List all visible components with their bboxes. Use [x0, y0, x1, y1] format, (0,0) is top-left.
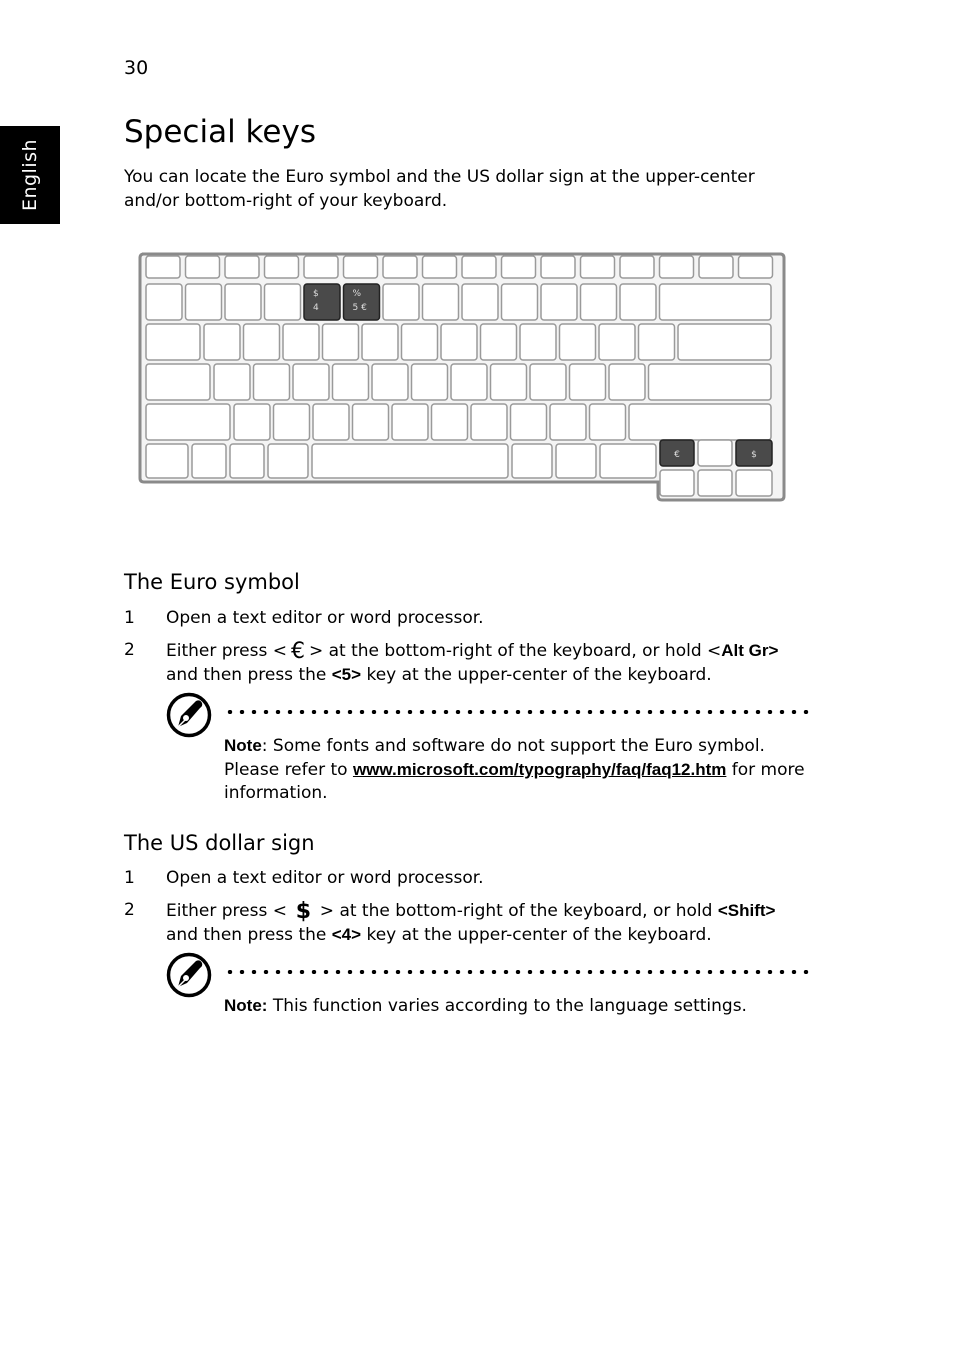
fn-key	[462, 256, 496, 278]
letter-key	[451, 364, 487, 400]
ctrl-right-key	[600, 444, 656, 478]
menu-key	[556, 444, 596, 478]
five-key: <5>	[331, 665, 362, 684]
step-number: 1	[124, 608, 135, 628]
letter-key	[244, 324, 280, 360]
step-text-start: Either press <	[166, 641, 287, 661]
space-key	[312, 444, 508, 478]
note-pen-icon	[166, 692, 212, 738]
letter-key	[313, 404, 349, 440]
key-5-label: %	[352, 289, 362, 299]
letter-key	[214, 364, 250, 400]
letter-key	[441, 324, 477, 360]
backslash-key	[678, 324, 771, 360]
letter-key	[599, 324, 635, 360]
step-number: 2	[124, 640, 135, 660]
number-key	[462, 284, 498, 320]
letter-key	[293, 364, 329, 400]
language-side-tab	[0, 126, 60, 224]
euro-section-title: The Euro symbol	[124, 570, 300, 594]
fn-key	[383, 256, 417, 278]
step-text: Open a text editor or word processor.	[166, 868, 484, 888]
win-key	[230, 444, 264, 478]
down-arrow-key	[698, 470, 732, 496]
letter-key	[432, 404, 468, 440]
fn-mod-key	[192, 444, 226, 478]
step-text-middle: > at the bottom-right of the keyboard, or hold <	[308, 641, 722, 661]
letter-key	[234, 404, 270, 440]
number-key	[186, 284, 222, 320]
euro-key-label: €	[674, 450, 680, 460]
microsoft-faq-link[interactable]: www.microsoft.com/typography/faq/faq12.htm	[352, 760, 727, 779]
key-5	[344, 284, 380, 320]
letter-key	[362, 324, 398, 360]
left-shift-key	[146, 404, 230, 440]
letter-key	[511, 404, 547, 440]
left-arrow-key	[660, 470, 694, 496]
fn-key	[620, 256, 654, 278]
alt-gr-key: Alt Gr>	[721, 641, 779, 660]
dollar-section-title: The US dollar sign	[124, 831, 315, 855]
step-text	[166, 899, 826, 947]
letter-key	[333, 364, 369, 400]
step-text: Open a text editor or word processor.	[166, 608, 484, 628]
note-text: This function varies according to the language settings.	[267, 996, 747, 1016]
letter-key	[550, 404, 586, 440]
fn-key	[660, 256, 694, 278]
letter-key	[323, 324, 359, 360]
step-text-middle: > at the bottom-right of the keyboard, or hold	[314, 901, 718, 921]
number-key	[423, 284, 459, 320]
alt-gr-key	[512, 444, 552, 478]
page-number: 30	[124, 57, 149, 79]
step-text-end: key at the upper-center of the keyboard.	[361, 665, 712, 685]
four-key: <4>	[331, 925, 362, 944]
fn-key	[146, 256, 180, 278]
letter-key	[204, 324, 240, 360]
step-text-line2: and then press the	[166, 665, 332, 685]
key-5-label: 5 €	[352, 303, 367, 313]
letter-key	[372, 364, 408, 400]
dollar-key-label: $	[751, 450, 757, 460]
ctrl-key	[146, 444, 188, 478]
letter-key	[481, 324, 517, 360]
dollar-step-2	[124, 899, 824, 947]
key-4-label: $	[313, 289, 319, 299]
number-key	[383, 284, 419, 320]
keyboard-illustration	[136, 250, 788, 504]
note-pen-icon	[166, 952, 212, 998]
letter-key	[609, 364, 645, 400]
enter-key	[649, 364, 772, 400]
up-arrow-key	[698, 440, 732, 466]
note-divider	[224, 970, 810, 974]
number-key	[541, 284, 577, 320]
step-text-end: key at the upper-center of the keyboard.	[361, 925, 712, 945]
step-number: 1	[124, 868, 135, 888]
number-key	[620, 284, 656, 320]
note-text-end: for more information.	[224, 760, 805, 803]
step-text	[166, 639, 826, 687]
fn-key	[423, 256, 457, 278]
dollar-note	[224, 994, 814, 1018]
euro-note	[224, 734, 814, 805]
intro-paragraph: You can locate the Euro symbol and the US dollar sign at the upper-center and/or bottom-right of your keyboard.	[124, 167, 755, 211]
tab-key	[146, 324, 200, 360]
euro-step-1	[124, 607, 824, 631]
number-key	[146, 284, 182, 320]
letter-key	[570, 364, 606, 400]
note-label: Note	[224, 736, 262, 755]
page-title: Special keys	[124, 114, 316, 150]
fn-key	[739, 256, 773, 278]
letter-key	[491, 364, 527, 400]
number-key	[581, 284, 617, 320]
dollar-step-1	[124, 867, 824, 891]
note-divider	[224, 710, 810, 714]
letter-key	[274, 404, 310, 440]
step-text-start: Either press <	[166, 901, 293, 921]
fn-key	[265, 256, 299, 278]
key-4-label: 4	[313, 303, 319, 313]
alt-key	[268, 444, 308, 478]
key-4	[304, 284, 340, 320]
fn-key	[502, 256, 536, 278]
letter-key	[392, 404, 428, 440]
letter-key	[412, 364, 448, 400]
fn-key	[541, 256, 575, 278]
fn-key	[344, 256, 378, 278]
dollar-key-icon: $	[295, 899, 312, 924]
letter-key	[520, 324, 556, 360]
letter-key	[560, 324, 596, 360]
side-tab-label: English	[19, 138, 41, 212]
fn-key	[186, 256, 220, 278]
letter-key	[590, 404, 626, 440]
fn-key	[304, 256, 338, 278]
fn-key	[581, 256, 615, 278]
right-shift-key	[629, 404, 771, 440]
step-text-line2: and then press the	[166, 925, 332, 945]
number-key	[225, 284, 261, 320]
number-key	[265, 284, 301, 320]
euro-key-icon: €	[290, 639, 305, 664]
number-key	[502, 284, 538, 320]
letter-key	[254, 364, 290, 400]
step-number: 2	[124, 900, 135, 920]
fn-key	[225, 256, 259, 278]
letter-key	[530, 364, 566, 400]
letter-key	[639, 324, 675, 360]
letter-key	[402, 324, 438, 360]
caps-key	[146, 364, 210, 400]
letter-key	[353, 404, 389, 440]
note-text: : Some fonts and software do not support the Euro symbol. Please refer to	[224, 736, 765, 780]
note-label: Note:	[224, 996, 268, 1015]
right-arrow-key	[736, 470, 772, 496]
letter-key	[283, 324, 319, 360]
fn-key	[699, 256, 733, 278]
letter-key	[471, 404, 507, 440]
backspace-key	[660, 284, 772, 320]
shift-key: <Shift>	[717, 901, 776, 920]
keyboard-keys	[146, 256, 773, 496]
euro-step-2	[124, 639, 824, 687]
